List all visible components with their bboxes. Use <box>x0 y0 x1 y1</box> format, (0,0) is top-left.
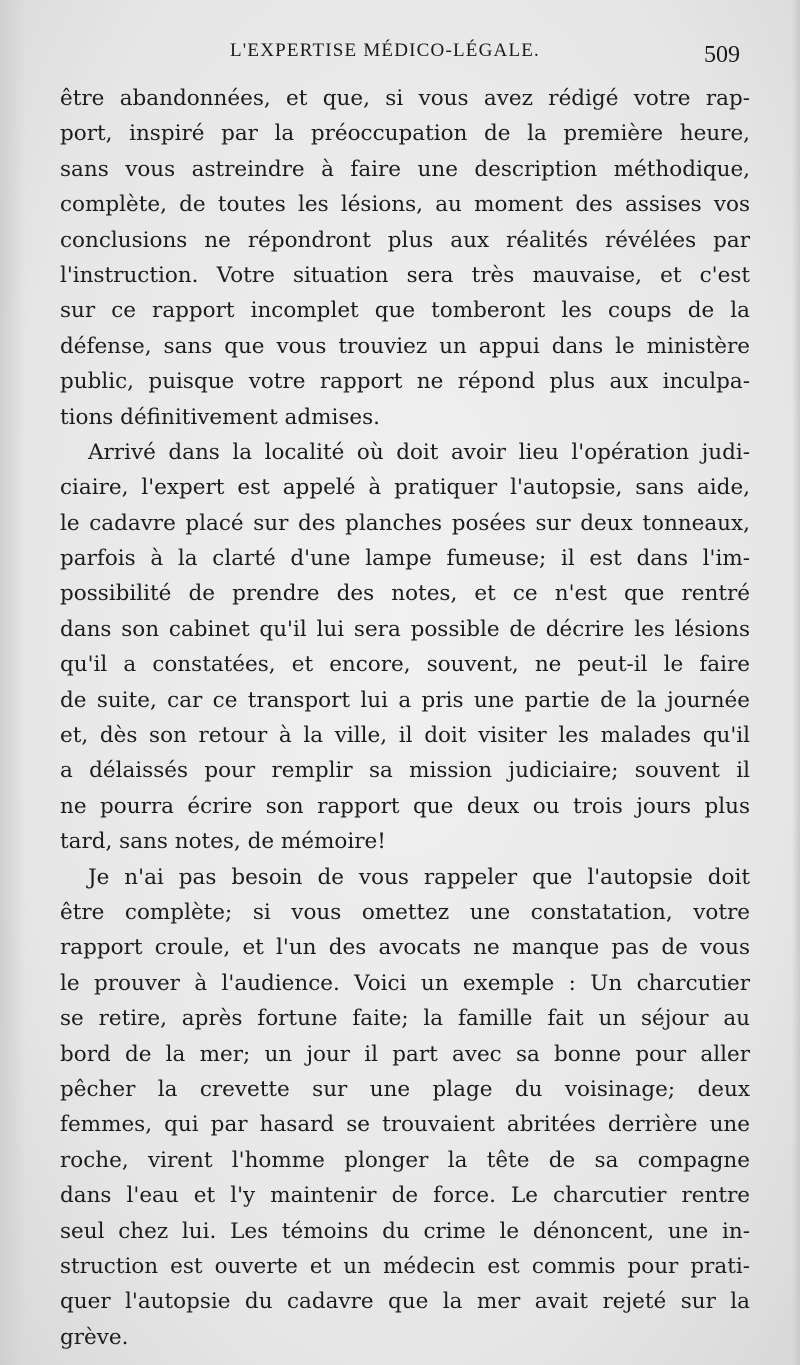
text-line: être complète; si vous omettez une constatation, votre <box>60 899 750 925</box>
text-line: qu'il a constatées, et encore, souvent, ne peut-il le faire <box>60 652 750 678</box>
text-line: port, inspiré par la préoccupation de la première heure, <box>60 121 750 147</box>
text-line: Arrivé dans la localité où doit avoir lieu l'opération judi- <box>88 439 750 465</box>
page-number: 509 <box>704 42 740 68</box>
text-line: tions définitivement admises. <box>60 404 381 430</box>
text-line: rapport croule, et l'un des avocats ne manque pas de vous <box>60 935 750 961</box>
text-line: le prouver à l'audience. Voici un exemple : Un charcutier <box>60 970 750 996</box>
running-head: L'EXPERTISE MÉDICO-LÉGALE. <box>230 40 541 61</box>
text-line: complète, de toutes les lésions, au moment des assises vos <box>60 192 750 218</box>
text-line: sur ce rapport incomplet que tomberont les coups de la <box>60 298 750 324</box>
text-line: grève. <box>60 1324 129 1350</box>
text-line: être abandonnées, et que, si vous avez rédigé votre rap- <box>60 86 750 111</box>
text-line: quer l'autopsie du cadavre que la mer avait rejeté sur la <box>60 1289 750 1315</box>
page-edge <box>792 0 800 1365</box>
gutter-shadow <box>0 0 26 1365</box>
text-line: a délaissés pour remplir sa mission judiciaire; souvent il <box>60 758 750 784</box>
text-line: public, puisque votre rapport ne répond plus aux inculpa- <box>60 369 750 395</box>
text-line: bord de la mer; un jour il part avec sa bonne pour aller <box>60 1041 750 1067</box>
text-line: roche, virent l'homme plonger la tête de sa compagne <box>60 1147 750 1173</box>
text-line: sans vous astreindre à faire une description méthodique, <box>60 156 750 182</box>
text-line: et, dès son retour à la ville, il doit visiter les malades qu'il <box>60 723 750 749</box>
text-line: Je n'ai pas besoin de vous rappeler que l'autopsie doit <box>88 864 750 890</box>
text-line: le cadavre placé sur des planches posées sur deux tonneaux, <box>60 510 750 536</box>
text-line: parfois à la clarté d'une lampe fumeuse; il est dans l'im- <box>60 546 750 572</box>
paragraph-2 <box>60 435 750 860</box>
paragraph-3 <box>60 860 750 1355</box>
body-text <box>60 81 750 1355</box>
text-line: l'instruction. Votre situation sera très mauvaise, et c'est <box>60 262 750 288</box>
text-line: possibilité de prendre des notes, et ce n'est que rentré <box>60 581 750 607</box>
text-line: dans l'eau et l'y maintenir de force. Le charcutier rentre <box>60 1183 750 1209</box>
text-line: défense, sans que vous trouviez un appui dans le ministère <box>60 333 750 359</box>
text-line: pêcher la crevette sur une plage du voisinage; deux <box>60 1076 750 1102</box>
text-line: struction est ouverte et un médecin est commis pour prati- <box>60 1253 750 1279</box>
text-line: femmes, qui par hasard se trouvaient abritées derrière une <box>60 1112 750 1138</box>
text-line: tard, sans notes, de mémoire! <box>60 829 386 855</box>
text-line: ciaire, l'expert est appelé à pratiquer l'autopsie, sans aide, <box>60 475 750 501</box>
text-line: conclusions ne répondront plus aux réalités révélées par <box>60 227 750 253</box>
paragraph-1 <box>60 81 750 435</box>
text-line: seul chez lui. Les témoins du crime le dénoncent, une in- <box>60 1218 750 1244</box>
text-line: ne pourra écrire son rapport que deux ou trois jours plus <box>60 793 750 819</box>
text-line: dans son cabinet qu'il lui sera possible de décrire les lésions <box>60 616 750 642</box>
text-line: de suite, car ce transport lui a pris une partie de la journée <box>60 687 750 713</box>
text-line: se retire, après fortune faite; la famille fait un séjour au <box>60 1006 750 1032</box>
